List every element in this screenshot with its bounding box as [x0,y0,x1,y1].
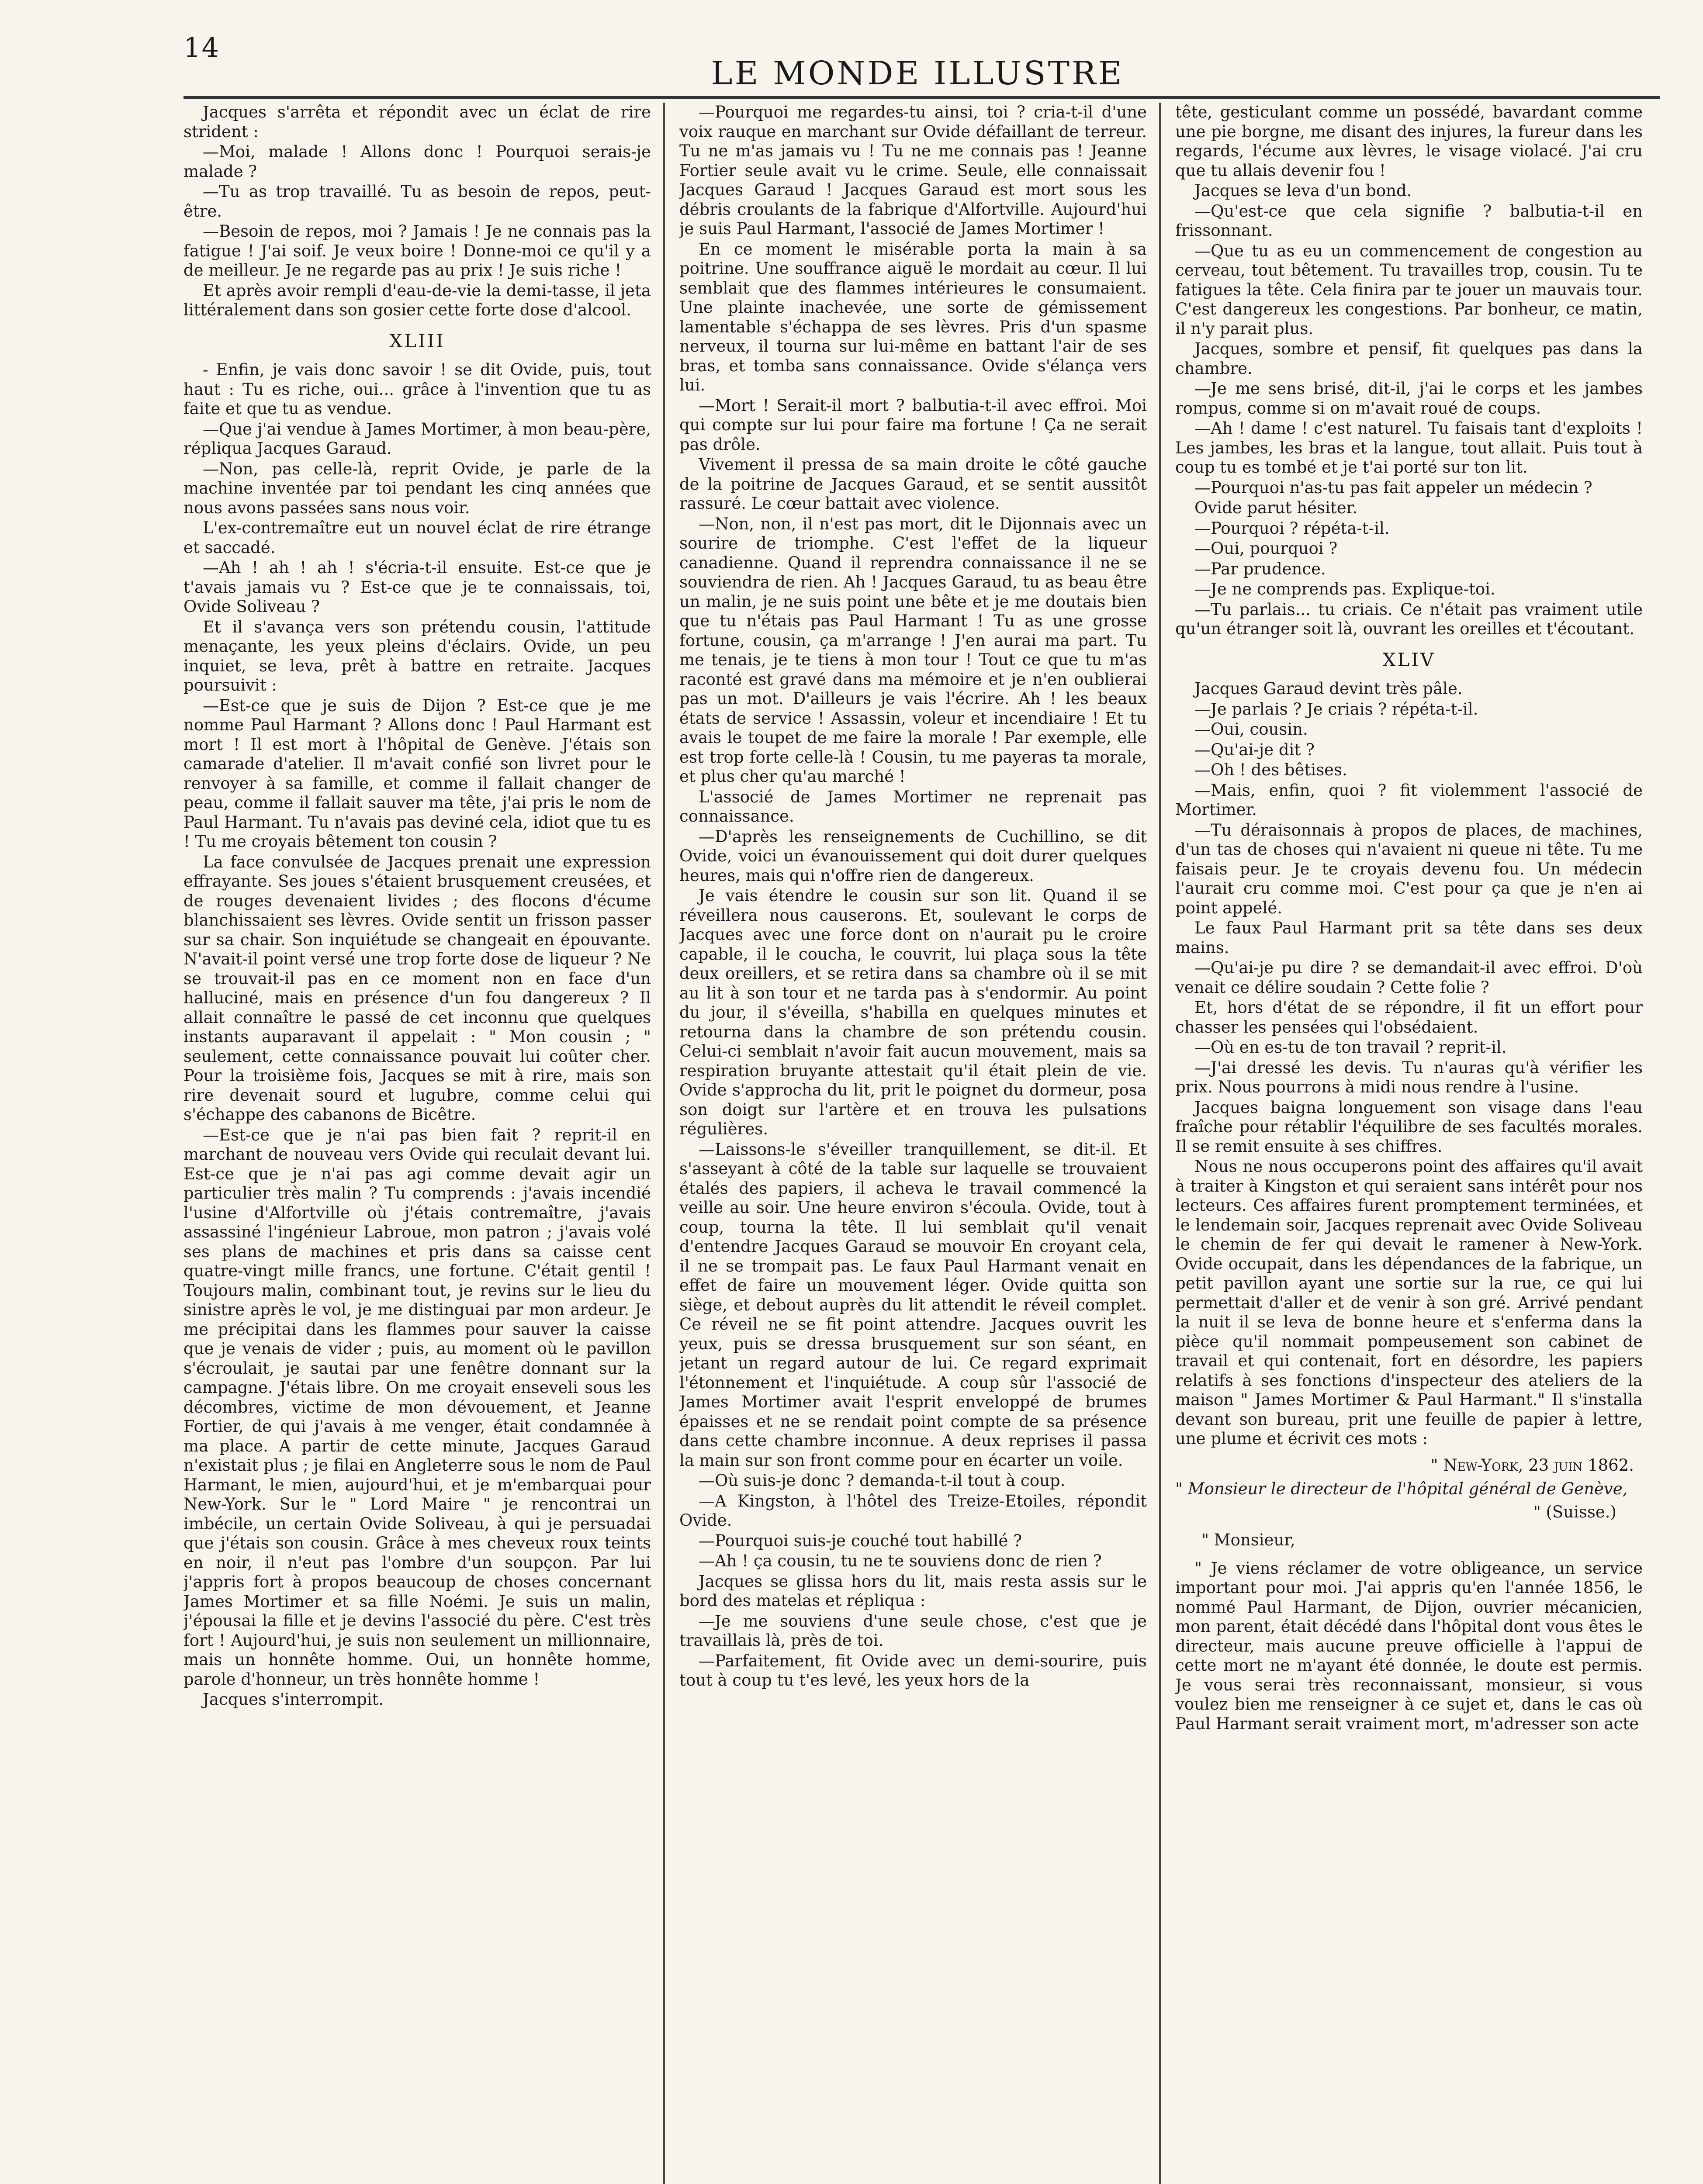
paragraph: —Par prudence. [1194,559,1326,578]
paragraph: Jacques Garaud devint très pâle. [1194,679,1463,698]
paragraph: Jacques se leva d'un bond. [1194,181,1412,200]
paragraph: —Mort ! Serait-il mort ? balbutia-t-il avec effroi. Moi qui compte sur lui pour faire ma fortune ! Ça ne serait pas drôle. [679,396,1147,454]
letter-date: " New-York, 23 juin 1862. [1430,1455,1634,1475]
paragraph: —Mais, enfin, quoi ? fit violemment l'associé de Mortimer. [1175,781,1643,819]
paragraph: L'associé de James Mortimer ne reprenait pas connaissance. [679,787,1147,826]
paragraph: —Non, non, il n'est pas mort, dit le Dijonnais avec un sourire de triomphe. C'est l'effet de la liqueur canadienne. Quand il reprendra connaissance il ne se souviendra de rien. Ah ! Jacques Garaud, tu as beau être un malin, je ne suis point une bête et je me doutais bien que tu n'étais pas Paul Harmant ! Tu as une grosse fortune, cousin, ça m'arrange ! J'en aurai ma part. Tu me tenais, je te tiens à mon tour ! Tout ce que tu m'as raconté est gravé dans ma mémoire et je n'en oublierai pas un mot. D'ailleurs je vais l'écrire. Ah ! les beaux états de service ! Assassin, voleur et incendiaire ! Et tu avais le toupet de me faire la morale ! Par exemple, elle est trop forte celle-là ! Cousin, tu me payeras ta morale, et plus cher qu'au marché ! [679,514,1147,786]
paragraph: La face convulsée de Jacques prenait une expression effrayante. Ses joues s'étaient brusquement creusées, et de rouges devenaient livides ; des flocons d'écume blanchissaient ses lèvres. Ovide sentit un frisson passer sur sa chair. Son inquiétude se changeait en épouvante. N'avait-il point versé une trop forte dose de liqueur ? Ne se trouvait-il pas en ce moment non en face d'un halluciné, mais en présence d'un fou dangereux ? Il allait connaître le passé de cet inconnu que quelques instants auparavant il appelait : " Mon cousin ; " seulement, cette connaissance pouvait lui coûter cher. Pour la troisième fois, Jacques se mit à rire, mais son rire devenait sourd et lugubre, comme celui qui s'échappe des cabanons de Bicêtre. [183,852,651,1124]
paragraph: —Pourquoi ? répéta-t-il. [1194,518,1390,538]
header-rule [183,96,1660,99]
paragraph: —Je parlais ? Je criais ? répéta-t-il. [1194,699,1478,719]
paragraph: —Que tu as eu un commencement de congestion au cerveau, tout bêtement. Tu travailles trop, cousin. Tu te fatigues la tête. Cela finira par te jouer un mauvais tour. C'est dangereux les congestions. Par bonheur, ce matin, il n'y parait plus. [1175,241,1643,338]
paragraph: L'ex-contremaître eut un nouvel éclat de rire étrange et saccadé. [183,518,651,557]
letter-addressee: " Monsieur le directeur de l'hôpital général de Genève, [1175,1479,1628,1498]
paragraph: —Qu'ai-je pu dire ? se demandait-il avec effroi. D'où venait ce délire soudain ? Cette folie ? [1175,958,1643,997]
paragraph: —J'ai dressé les devis. Tu n'auras qu'à vérifier les prix. Nous pourrons à midi nous rendre à l'usine. [1175,1058,1643,1096]
paragraph: —Tu as trop travaillé. Tu as besoin de repos, peut-être. [183,182,651,221]
column-1 [183,103,651,2184]
paragraph: Le faux Paul Harmant prit sa tête dans ses deux mains. [1175,919,1643,957]
paragraph: —Pourquoi suis-je couché tout habillé ? [699,1531,1022,1550]
paragraph: —Oui, cousin. [1194,720,1308,739]
paragraph: —Où en es-tu de ton travail ? reprit-il. [1194,1038,1507,1057]
paragraph: —Je me sens brisé, dit-il, j'ai le corps et les jambes rompus, comme si on m'avait roué de coups. [1175,379,1643,418]
masthead-title: LE MONDE ILLUSTRE [711,55,1124,92]
paragraph: Et, hors d'état de se répondre, il fit un effort pour chasser les pensées qui l'obsédaient. [1175,998,1643,1037]
paragraph: —Pourquoi me regardes-tu ainsi, toi ? cria-t-il d'une voix rauque en marchant sur Ovide défaillant de terreur. Tu ne m'as jamais vu ! Tu ne me connais pas ! Jeanne Fortier seule avait vu le crime. Seule, elle connaissait Jacques Garaud ! Jacques Garaud est mort sous les débris croulants de la fabrique d'Alfortville. Aujourd'hui je suis Paul Harmant, l'associé de James Mortimer ! [679,103,1147,238]
paragraph: Jacques se glissa hors du lit, mais resta assis sur le bord des matelas et répliqua : [679,1572,1147,1610]
paragraph: Et après avoir rempli d'eau-de-vie la demi-tasse, il jeta littéralement dans son gosier cette forte dose d'alcool. [183,281,651,319]
paragraph: —Non, pas celle-là, reprit Ovide, je parle de la machine inventée par toi pendant les cinq années que nous avons passées sans nous voir. [183,459,651,517]
paragraph: —Qu'ai-je dit ? [1194,740,1315,759]
paragraph: Ovide parut hésiter. [1194,498,1357,517]
paragraph: " Je viens réclamer de votre obligeance, un service important pour moi. J'ai appris qu'en l'année 1856, le nommé Paul Harmant, de Dijon, ouvrier mécanicien, mon parent, était décédé dans l'hôpital dont vous êtes le directeur, mais aucune preuve officielle à l'appui de cette mort ne m'ayant été donnée, le doute est permis. Je vous serai très reconnaissant, monsieur, si vous voulez bien me renseigner à ce sujet et, dans le cas où Paul Harmant serait vraiment mort, m'adresser son acte [1175,1559,1643,1733]
paragraph: —Parfaitement, fit Ovide avec un demi-sourire, puis tout à coup tu t'es levé, les yeux hors de la [679,1651,1147,1690]
paragraph: Nous ne nous occuperons point des affaires qu'il avait à traiter à Kingston et qui seraient sans intérêt pour nos lecteurs. Ces affaires furent promptement terminées, et le lendemain soir, Jacques reprenait avec Ovide Soliveau le chemin de fer qui devait le ramener à New-York. Ovide occupait, dans les dépendances de la fabrique, un petit pavillon ayant une sortie sur la rue, ce qui lui permettait d'aller et de venir à son gré. Arrivé pendant la nuit il se leva de bonne heure et s'enferma dans la pièce qu'il nommait pompeusement son cabinet de travail et qui contenait, fort en désordre, les papiers relatifs à ses fonctions d'inspecteur des ateliers de la maison " James Mortimer & Paul Harmant." Il s'installa devant son bureau, prit une feuille de papier à lettre, une plume et écrivit ces mots : [1175,1157,1643,1448]
paragraph: Je vais étendre le cousin sur son lit. Quand il se réveillera nous causerons. Et, soulevant le corps de Jacques avec une force dont on n'aurait pu le croire capable, il le coucha, le couvrit, lui plaça sous la tête deux oreillers, et se retira dans sa chambre où il se mit au lit à son tour et ne tarda pas à s'endormir. Au point du jour, il s'éveilla, s'habilla en quelques minutes et retourna dans la chambre de son prétendu cousin. Celui-ci semblait n'avoir fait aucun mouvement, mais sa respiration bruyante attestait qu'il était plein de vie. Ovide s'approcha du lit, prit le poignet du dormeur, posa son doigt sur l'artère et en trouva les pulsations régulières. [679,886,1147,1138]
paragraph: tête, gesticulant comme un possédé, bavardant comme une pie borgne, me disant des injures, la fureur dans les regards, l'écume aux lèvres, le visage violacé. J'ai cru que tu allais devenir fou ! [1175,103,1643,180]
paragraph: Jacques s'interrompit. [203,1690,384,1709]
paragraph: —Est-ce que je suis de Dijon ? Est-ce que je me nomme Paul Harmant ? Allons donc ! Paul Harmant est mort ! Il est mort à l'hôpital de Genève. J'étais son camarade d'atelier. Il m'avait confié son livret pour le renvoyer à sa famille, et comme il fallait changer de peau, comme il fallait sauver ma tête, j'ai pris le nom de Paul Harmant. Tu n'avais pas deviné cela, idiot que tu es ! Tu me croyais bêtement ton cousin ? [183,696,651,851]
paragraph: —Pourquoi n'as-tu pas fait appeler un médecin ? [1194,478,1592,497]
page-number: 14 [183,31,220,63]
chapter-heading: XLIII [389,330,445,352]
paragraph: —Laissons-le s'éveiller tranquillement, se dit-il. Et s'asseyant à côté de la table sur laquelle se trouvaient étalés des papiers, il acheva le travail commencé la veille au soir. Une heure environ s'écoula. Ovide, tout à coup, tourna la tête. Il lui semblait qu'il venait d'entendre Jacques Garaud se mouvoir En croyant cela, il ne se trompait pas. Le faux Paul Harmant venait en effet de faire un mouvement léger. Ovide quitta son siège, et debout auprès du lit attendit le réveil complet. Ce réveil ne se fit point attendre. Jacques ouvrit les yeux, puis se dressa brusquement sur son séant, en jetant un regard autour de lui. Ce regard exprimait l'étonnement et l'inquiétude. A coup sûr l'associé de James Mortimer avait l'esprit enveloppé de brumes épaisses et ne se rendait point compte de sa présence dans cette chambre inconnue. A deux reprises il passa la main sur son front comme pour en écarter un voile. [679,1140,1147,1470]
paragraph: —Je me souviens d'une seule chose, c'est que je travaillais là, près de toi. [679,1611,1147,1650]
paragraph: —D'après les renseignements de Cuchillino, se dit Ovide, voici un évanouissement qui doit durer quelques heures, mais qui n'offre rien de dangereux. [679,827,1147,885]
paragraph: —Qu'est-ce que cela signifie ? balbutia-t-il en frissonnant. [1175,201,1643,240]
paragraph: —Tu parlais... tu criais. Ce n'était pas vraiment utile qu'un étranger soit là, ouvrant les oreilles et t'écoutant. [1175,600,1643,638]
column-3 [1175,103,1643,2184]
paragraph: —Est-ce que je n'ai pas bien fait ? reprit-il en marchant de nouveau vers Ovide qui reculait devant lui. Est-ce que je n'ai pas agi comme devait agir un particulier très malin ? Tu comprends : j'avais incendié l'usine d'Alfortville où j'étais contremaître, j'avais assassiné l'ingénieur Labroue, mon patron ; j'avais volé ses plans de machines et pris dans sa caisse cent quatre-vingt mille francs, une fortune. C'était gentil ! Toujours malin, combinant tout, je revins sur le lieu du sinistre après le vol, je me distinguai par mon ardeur. Je me précipitai dans les flammes pour sauver la caisse que je venais de vider ; puis, au moment où le pavillon s'écroulait, je sautai par une fenêtre donnant sur la campagne. J'étais libre. On me croyait enseveli sous les décombres, victime de mon dévouement, et Jeanne Fortier, de qui j'avais à me venger, était condamnée à ma place. A partir de cette minute, Jacques Garaud n'existait plus ; je filai en Angleterre sous le nom de Paul Harmant, le mien, aujourd'hui, et je m'embarquai pour New-York. Sur le " Lord Maire " je rencontrai un imbécile, un certain Ovide Soliveau, à qui je persuadai que j'étais son cousin. Grâce à mes cheveux roux teints en noir, il n'eut pas l'ombre d'un soupçon. Par lui j'appris fort à propos beaucoup de choses concernant James Mortimer et sa fille Noémi. Je suis un malin, j'épousai la fille et je devins l'associé du père. C'est très fort ! Aujourd'hui, je suis non seulement un millionnaire, mais un honnête homme. Oui, un honnête homme, parole d'honneur, un très honnête homme ! [183,1125,651,1689]
paragraph: —Ah ! ah ! ah ! s'écria-t-il ensuite. Est-ce que je t'avais jamais vu ? Est-ce que je te connaissais, toi, Ovide Soliveau ? [183,558,651,616]
column-divider [663,103,665,2184]
paragraph: —Oui, pourquoi ? [1194,539,1338,558]
paragraph: —Je ne comprends pas. Explique-toi. [1194,580,1495,598]
column-2 [679,103,1147,2184]
paragraph: Jacques s'arrêta et répondit avec un éclat de rire strident : [183,103,651,141]
chapter-heading: XLIV [1382,649,1436,670]
paragraph: —A Kingston, à l'hôtel des Treize-Etoiles, répondit Ovide. [679,1491,1147,1530]
paragraph: —Oh ! des bêtises. [1194,760,1347,779]
paragraph: En ce moment le misérable porta la main à sa poitrine. Une souffrance aiguë le mordait au cœur. Il lui semblait que des flammes intérieures le consumaient. Une plainte inachevée, une sorte de gémissement lamentable s'échappa de ses lèvres. Pris d'un spasme nerveux, il tourna sur lui-même en battant l'air de ses bras, et tomba sans connaissance. Ovide s'élança vers lui. [679,239,1147,394]
paragraph: Et il s'avança vers son prétendu cousin, l'attitude menaçante, les yeux pleins d'éclairs. Ovide, un peu inquiet, se leva, prêt à battre en retraite. Jacques poursuivit : [183,617,651,695]
paragraph: —Ah ! dame ! c'est naturel. Tu faisais tant d'exploits ! Les jambes, les bras et la langue, tout allait. Puis tout à coup tu es tombé et je t'ai porté sur ton lit. [1175,419,1643,477]
letter-body [1175,1559,1643,1734]
paragraph: —Besoin de repos, moi ? Jamais ! Je ne connais pas la fatigue ! J'ai soif. Je veux boire ! Donne-moi ce qu'il y a de meilleur. Je ne regarde pas au prix ! Je suis riche ! [183,222,651,280]
column-divider [1159,103,1161,2184]
letter-salutation: " Monsieur, [1201,1531,1295,1549]
paragraph: Vivement il pressa de sa main droite le côté gauche de la poitrine de Jacques Garaud, et se sentit aussitôt rassuré. Le cœur battait avec violence. [679,455,1147,513]
paragraph: —Où suis-je donc ? demanda-t-il tout à coup. [699,1471,1066,1490]
paragraph: —Que j'ai vendue à James Mortimer, à mon beau-père, répliqua Jacques Garaud. [183,419,651,458]
paragraph: - Enfin, je vais donc savoir ! se dit Ovide, puis, tout haut : Tu es riche, oui... grâce à l'invention que tu as faite et que tu as vendue. [183,360,651,418]
paragraph: —Ah ! ça cousin, tu ne te souviens donc de rien ? [699,1552,1102,1570]
paragraph: —Tu déraisonnais à propos de places, de machines, d'un tas de choses qui n'avaient ni queue ni tête. Tu me faisais peur. Je te croyais devenu fou. Un médecin l'aurait cru comme moi. C'est pour ça que je n'en ai point appelé. [1175,820,1643,917]
letter-country: " (Suisse.) [1533,1502,1616,1521]
paragraph: Jacques baigna longuement son visage dans l'eau fraîche pour rétablir l'équilibre de ses facultés morales. Il se remit ensuite à ses chiffres. [1175,1098,1643,1156]
paragraph: Jacques, sombre et pensif, fit quelques pas dans la chambre. [1175,339,1643,378]
paragraph: —Moi, malade ! Allons donc ! Pourquoi serais-je malade ? [183,142,651,181]
